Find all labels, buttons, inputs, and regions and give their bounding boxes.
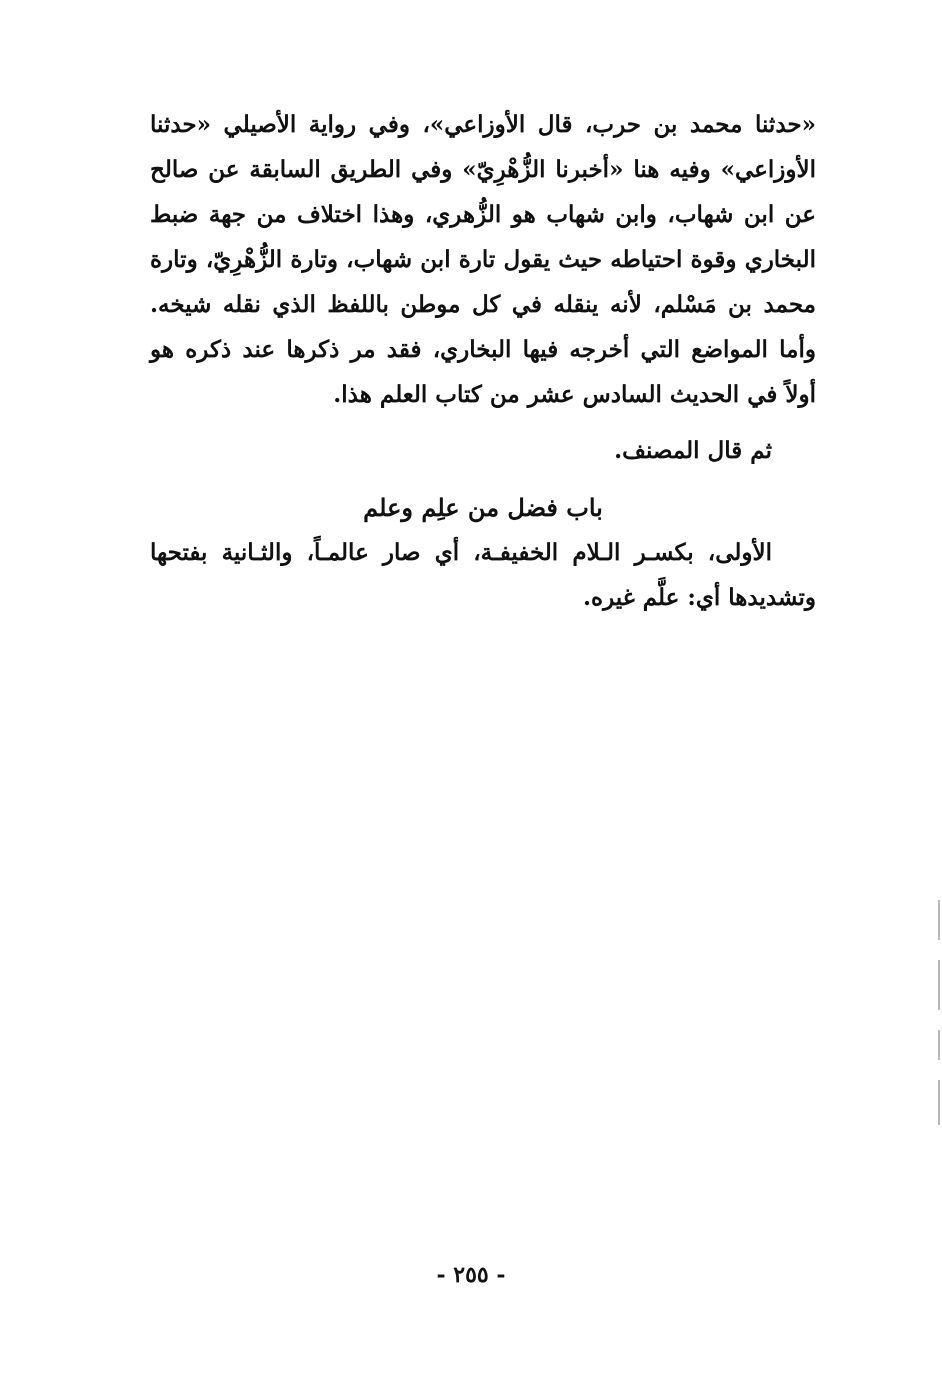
explanation-paragraph: الأولى، بكسـر الـلام الخفيفـة، أي صار عالمـاً، والثـانية بفتحها وتشديدها أي: علَّم غيره. bbox=[150, 539, 816, 611]
page-number: - ٢٥٥ - bbox=[436, 1262, 506, 1288]
scan-edge-marks bbox=[932, 900, 942, 1160]
author-note-line: ثم قال المصنف. bbox=[614, 437, 772, 464]
chapter-heading: باب فضل من علِم وعلم bbox=[363, 493, 603, 522]
body-paragraph: «حدثنا محمد بن حرب، قال الأوزاعي»، وفي رواية الأصيلي «حدثنا الأوزاعي» وفيه هنا «أخبرنا الزُّهْرِيّ» وفي الطريق السابقة عن صالح عن ابن شهاب، وابن شهاب هو الزُّهري، وهذا اختلاف من جهة ضبط البخاري وقوة احتياطه حيث يقول تارة ابن شهاب، وتارة الزُّهْرِيّ، وتارة محمد بن مَسْلم، لأنه ينقله في كل موطن باللفظ الذي نقله شيخه. وأما المواضع التي أخرجه فيها البخاري، فقد مر ذكرها عند ذكره هو أولاً في الحديث السادس عشر من كتاب العلم هذا. bbox=[150, 111, 816, 408]
